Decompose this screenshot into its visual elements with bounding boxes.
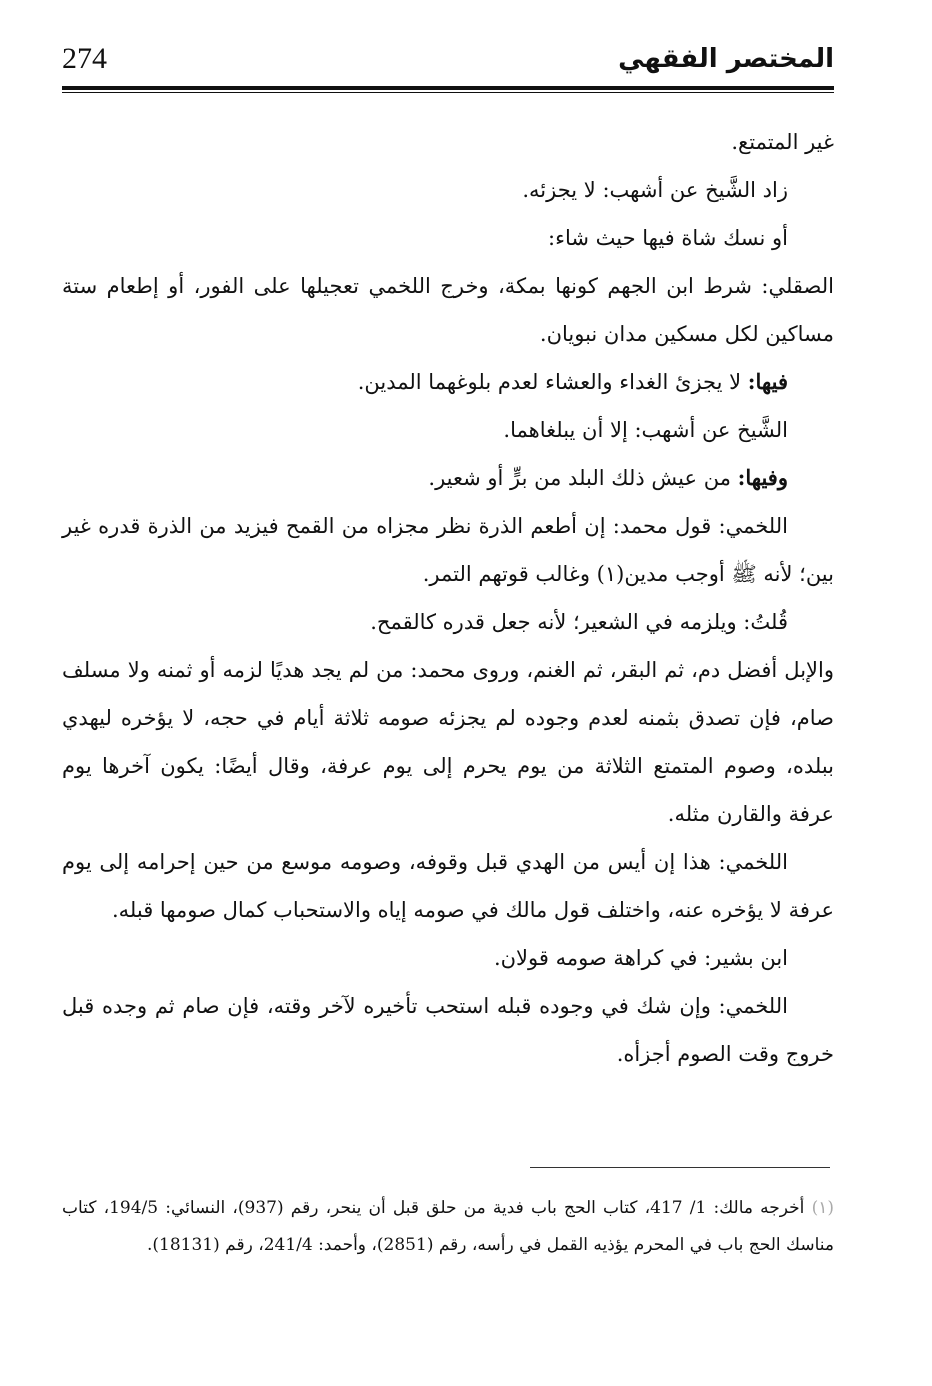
paragraph-4 bbox=[62, 262, 834, 358]
paragraph-text: اللخمي: وإن شك في وجوده قبله استحب تأخيره لآخر وقته، فإن صام ثم وجده قبل خروج وقت الصوم أجزأه. bbox=[62, 994, 834, 1066]
header-rule-thick bbox=[62, 86, 834, 90]
paragraph-text: أو نسك شاة فيها حيث شاء: bbox=[548, 226, 788, 250]
footnote-1 bbox=[62, 1190, 834, 1264]
paragraph-text: من عيش ذلك البلد من برٍّ أو شعير. bbox=[428, 466, 738, 490]
footnotes bbox=[62, 1190, 834, 1264]
paragraph-text: الشَّيخ عن أشهب: إلا أن يبلغاهما. bbox=[503, 418, 788, 442]
footnote-marker: (١) bbox=[811, 1198, 835, 1218]
paragraph-text: اللخمي: هذا إن أيس من الهدي قبل وقوفه، وصومه موسع من حين إحرامه إلى يوم عرفة لا يؤخره عنه، واختلف قول مالك في صومه إياه والاستحباب كمال صومها قبله. bbox=[62, 850, 834, 922]
paragraph-7 bbox=[62, 454, 834, 502]
paragraph-lead: فيها: bbox=[747, 369, 788, 394]
paragraph-8 bbox=[62, 502, 834, 598]
paragraph-6 bbox=[62, 406, 834, 454]
paragraph-text: الصقلي: شرط ابن الجهم كونها بمكة، وخرج اللخمي تعجيلها على الفور، أو إطعام ستة مساكين لكل مسكين مدان نبويان. bbox=[62, 274, 834, 346]
paragraph-text: قُلتُ: ويلزمه في الشعير؛ لأنه جعل قدره كالقمح. bbox=[370, 610, 788, 634]
paragraph-13 bbox=[62, 982, 834, 1078]
paragraph-10 bbox=[62, 646, 834, 838]
paragraph-11 bbox=[62, 838, 834, 934]
paragraph-text: لا يجزئ الغداء والعشاء لعدم بلوغهما المدين. bbox=[357, 370, 748, 394]
paragraph-2 bbox=[62, 166, 834, 214]
paragraph-1 bbox=[62, 118, 834, 166]
running-title: المختصر الفقهي bbox=[618, 44, 834, 74]
paragraph-3 bbox=[62, 214, 834, 262]
paragraph-text: زاد الشَّيخ عن أشهب: لا يجزئه. bbox=[522, 178, 788, 202]
paragraph-lead: وفيها: bbox=[737, 465, 788, 490]
paragraph-12 bbox=[62, 934, 834, 982]
paragraph-5 bbox=[62, 358, 834, 406]
page-header bbox=[62, 38, 834, 98]
paragraph-text: والإبل أفضل دم، ثم البقر، ثم الغنم، وروى محمد: من لم يجد هديًا لزمه أو ثمنه ولا مسلف صام، فإن تصدق بثمنه لعدم وجوده لم يجزئه صومه ثلاثة أيام في حجه، لا يؤخره ليهدي ببلده، وصوم المتمتع الثلاثة من يوم يحرم إلى يوم عرفة، وقال أيضًا: يكون آخرها يوم عرفة والقارن مثله. bbox=[62, 658, 834, 826]
header-rule-thin bbox=[62, 92, 834, 93]
page-number: 274 bbox=[62, 42, 107, 75]
paragraph-9 bbox=[62, 598, 834, 646]
footnote-separator bbox=[530, 1167, 830, 1168]
paragraph-text: غير المتمتع. bbox=[731, 130, 834, 154]
main-text bbox=[62, 118, 834, 1078]
paragraph-text: اللخمي: قول محمد: إن أطعم الذرة نظر مجزاه من القمح فيزيد من الذرة قدره غير بين؛ لأنه ﷺ أوجب مدين(١) وغالب قوتهم التمر. bbox=[62, 514, 834, 586]
paragraph-text: ابن بشير: في كراهة صومه قولان. bbox=[493, 946, 788, 970]
footnote-text: أخرجه مالك: 1/ 417، كتاب الحج باب فدية من حلق قبل أن ينحر، رقم (937)، النسائي: 194/5، كتاب مناسك الحج باب في المحرم يؤذيه القمل في رأسه، رقم (2851)، وأحمد: 241/4، رقم (18131). bbox=[62, 1198, 834, 1255]
